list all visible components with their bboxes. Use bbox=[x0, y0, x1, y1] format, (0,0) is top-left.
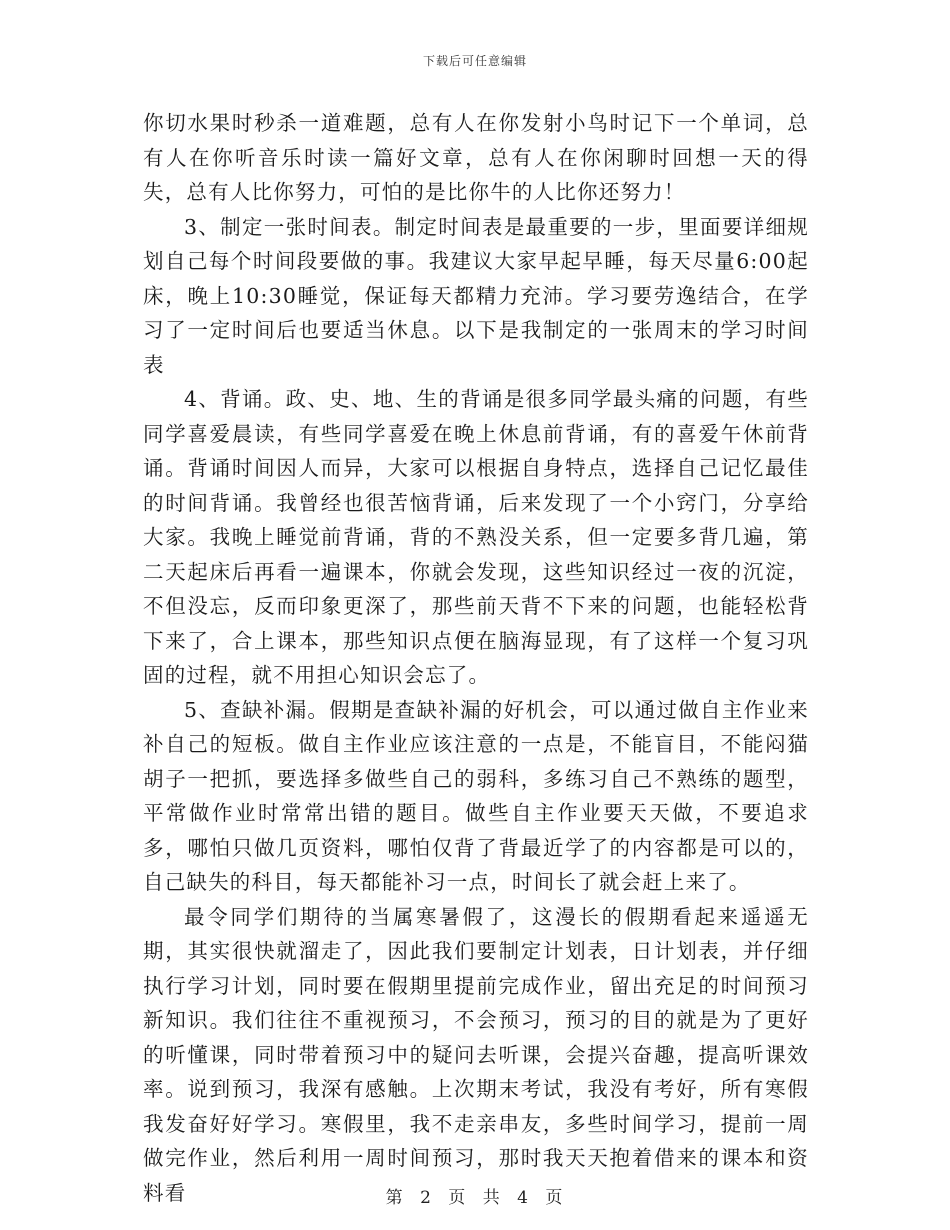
footer-suffix: 页 bbox=[545, 1188, 565, 1208]
paragraph-timetable: 3、制定一张时间表。制定时间表是最重要的一步，里面要详细规划自己每个时间段要做的事。我建议大家早起早睡，每天尽量6:00起床，晚上10:30睡觉，保证每天都精力充沛。学习要劳逸结合，在学习了一定时间后也要适当休息。以下是我制定的一张周末的学习时间表 bbox=[143, 214, 809, 377]
paragraph-holidays: 最令同学们期待的当属寒暑假了，这漫长的假期看起来遥遥无期，其实很快就溜走了，因此我们要制定计划表，日计划表，并仔细执行学习计划，同时要在假期里提前完成作业，留出充足的时间预习新知识。我们往往不重视预习，不会预习，预习的目的就是为了更好的听懂课，同时带着预习中的疑问去听课，会提兴奋趣，提高听课效率。说到预习，我深有感触。上次期末考试，我没有考好，所有寒假我发奋好好学习。寒假里，我不走亲串友，多些时间学习，提前一周做完作业，然后利用一周时间预习，那时我天天抱着借来的课本和资料看 bbox=[143, 904, 809, 1205]
paragraph-continued: 你切水果时秒杀一道难题，总有人在你发射小鸟时记下一个单词，总有人在你听音乐时读一篇好文章，总有人在你闲聊时回想一天的得失，总有人比你努力，可怕的是比你牛的人比你还努力！ bbox=[143, 111, 809, 204]
paragraph-fill-gaps: 5、查缺补漏。假期是查缺补漏的好机会，可以通过做自主作业来补自己的短板。做自主作业应该注意的一点是，不能盲目，不能闷猫胡子一把抓，要选择多做些自己的弱科，多练习自己不熟练的题型，平常做作业时常常出错的题目。做些自主作业要天天做，不要追求多，哪怕只做几页资料，哪怕仅背了背最近学了的内容都是可以的，自己缺失的科目，每天都能补习一点，时间长了就会赶上来了。 bbox=[143, 697, 809, 894]
page-footer bbox=[0, 1183, 950, 1208]
footer-page-word: 页 bbox=[448, 1188, 468, 1208]
footer-current-page: 2 bbox=[420, 1188, 433, 1208]
page-header: 下载后可任意编辑 bbox=[422, 54, 527, 68]
footer-total-word: 共 bbox=[482, 1188, 502, 1208]
paragraph-recitation: 4、背诵。政、史、地、生的背诵是很多同学最头痛的问题，有些同学喜爱晨读，有些同学喜爱在晚上休息前背诵，有的喜爱午休前背诵。背诵时间因人而异，大家可以根据自身特点，选择自己记忆最佳的时间背诵。我曾经也很苦恼背诵，后来发现了一个小窍门，分享给大家。我晚上睡觉前背诵，背的不熟没关系，但一定要多背几遍，第二天起床后再看一遍课本，你就会发现，这些知识经过一夜的沉淀，不但没忘，反而印象更深了，那些前天背不下来的问题，也能轻松背下来了，合上课本，那些知识点便在脑海显现，有了这样一个复习巩固的过程，就不用担心知识会忘了。 bbox=[143, 387, 809, 687]
footer-prefix: 第 bbox=[385, 1188, 405, 1208]
body-text bbox=[143, 106, 809, 1210]
footer-total-pages: 4 bbox=[517, 1188, 530, 1208]
